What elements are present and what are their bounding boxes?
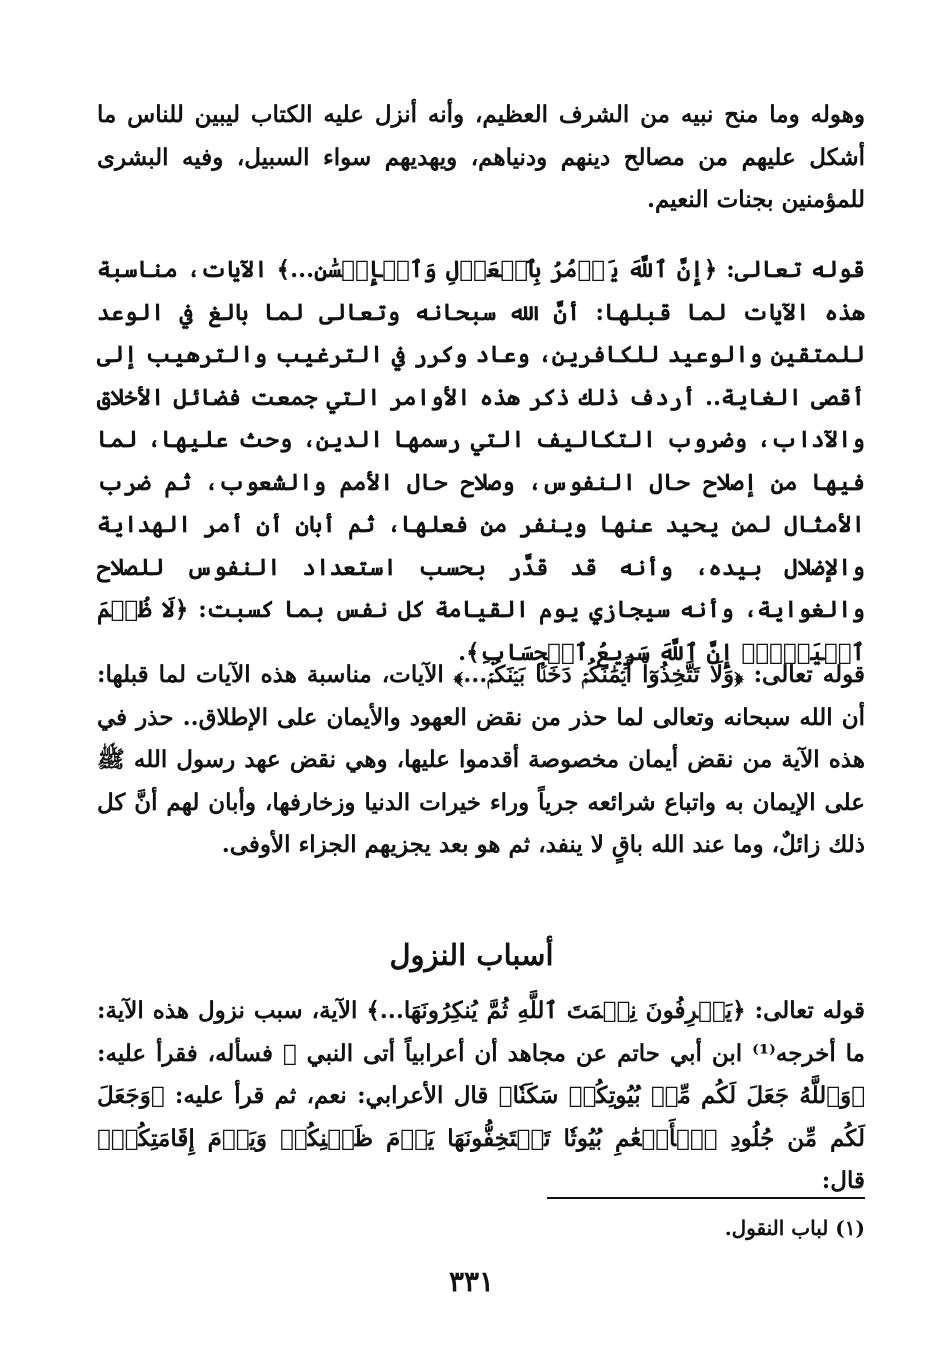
page-number: ٣٣١ — [448, 1265, 495, 1298]
paragraph-text: قوله تعالى: ﴿يَعۡرِفُونَ نِعۡمَتَ ٱللَّهِ ثُمَّ يُنكِرُونَهَا...﴾ الآية، سبب نزول هذه الآية: ما أخرجه⁽¹⁾ ابن أبي حاتم عن مجاهد أن أعرابياً أتى النبي ﷺ فسأله، فقرأ عليه: ﴿وَٱللَّهُ جَعَلَ لَكُم مِّنۢ بُيُوتِكُمۡ سَكَنٗا﴾ قال الأعرابي: نعم، ثم قرأ عليه: ﴿وَجَعَلَ لَكُم مِّن جُلُودِ ٱلۡأَنۡعَٰمِ بُيُوتٗا تَسۡتَخِفُّونَهَا يَوۡمَ ظَعۡنِكُمۡ وَيَوۡمَ إِقَامَتِكُمۡ﴾ قال: — [97, 997, 865, 1194]
body-paragraph-4 — [97, 990, 865, 1203]
section-heading: أسباب النزول — [389, 938, 554, 972]
body-paragraph-1 — [97, 94, 865, 222]
paragraph-text: وهوله وما منح نبيه من الشرف العظيم، وأنه أنزل عليه الكتاب ليبين للناس ما أشكل عليهم من مصالح دينهم ودنياهم، ويهديهم سواء السبيل، وفيه البشرى للمؤمنين بجنات النعيم. — [97, 101, 865, 213]
paragraph-text: قوله تعالى: ﴿وَلَا تَتَّخِذُوٓاْ أَيۡمَٰنَكُمۡ دَخَلَۢا بَيۡنَكُمۡ...﴾ الآيات، مناسبة هذه الآيات لما قبلها: أن الله سبحانه وتعالى لما حذر من نقض العهود والأيمان على الإطلاق.. حذر في هذه الآية من نقض أيمان مخصوصة أقدموا عليها، وهي نقض عهد رسول الله ﷺ على الإيمان به واتباع شرائعه جرياً وراء خيرات الدنيا وزخارفها، وأبان لهم أنَّ كل ذلك زائلٌ، وما عند الله باقٍ لا ينفد، ثم هو بعد يجزيهم الجزاء الأوفى. — [97, 661, 865, 858]
body-paragraph-2 — [97, 249, 865, 674]
body-paragraph-3 — [97, 654, 865, 867]
paragraph-text: قوله تعالى: ﴿إِنَّ ٱللَّهَ يَأۡمُرُ بِٱلۡعَدۡلِ وَٱلۡإِحۡسَٰنِ...﴾ الآيات، مناسبة هذه الآيات لما قبلها: أنَّ الله سبحانه وتعالى لما بالغ في الوعد للمتقين والوعيد للكافرين، وعاد وكرر في الترغيب والترهيب إلى أقصى الغاية.. أردف ذلك ذكر هذه الأوامر التي جمعت فضائل الأخلاق والآداب، وضروب التكاليف التي رسمها الدين، وحث عليها، لما فيها من إصلاح حال النفوس، وصلاح حال الأمم والشعوب، ثم ضرب الأمثال لمن يحيد عنها وينفر من فعلها، ثم أبان أن أمر الهداية والإضلال بيده، وأنه قد قدَّر بحسب استعداد النفوس للصلاح والغواية، وأنه سيجازي يوم القيامة كل نفس بما كسبت: ﴿لَا ظُلۡمَ ٱلۡيَوۡمَۚ إِنَّ ٱللَّهَ سَرِيعُ ٱلۡحِسَابِ﴾. — [97, 256, 865, 666]
footnote: (١) لباب النقول. — [724, 1216, 865, 1240]
footnote-divider — [547, 1197, 865, 1199]
